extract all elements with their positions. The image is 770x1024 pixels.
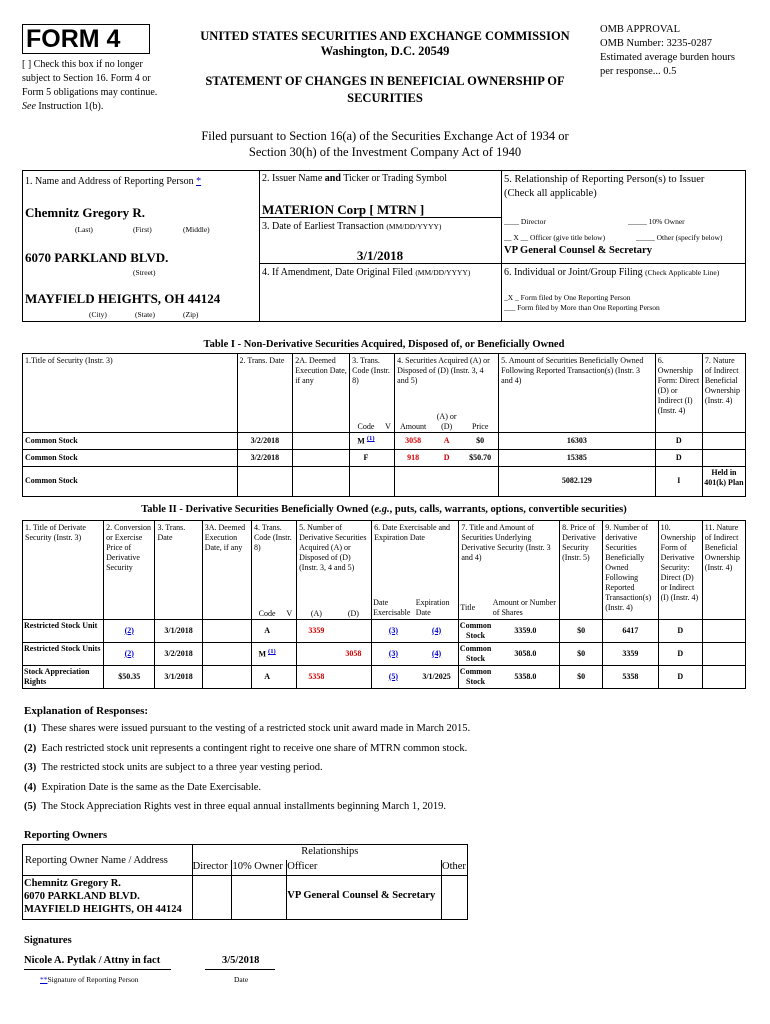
t2-r0-uamt: 3359.0: [492, 619, 560, 642]
t2-r1-d: 3058: [336, 642, 372, 665]
t2-r1-uamt: 3058.0: [492, 642, 560, 665]
signature-label-text: Signature of Reporting Person: [47, 975, 139, 984]
t2-r0-conv-link[interactable]: (2): [124, 625, 134, 635]
t2-r1-exp-cell: [415, 642, 459, 665]
other-check: _____ Other (specify below): [636, 233, 723, 242]
t1-r1-amount: 918: [407, 452, 420, 462]
instruction-text: Instruction 1(b).: [38, 101, 104, 112]
owners-col-oth: Other: [442, 860, 466, 872]
box5-label-text: 5. Relationship of Reporting Person(s) to Issuer: [504, 174, 705, 185]
t2-r2-code: A: [264, 671, 270, 681]
date-line: [205, 969, 275, 970]
owners-row: [23, 876, 468, 920]
box-3: [260, 218, 502, 264]
box-4: [260, 264, 502, 322]
t2-r2-v: [282, 665, 296, 688]
t1-r2-amount: [395, 466, 431, 496]
box2-label-a: 2. Issuer Name: [262, 173, 323, 184]
t1-r1-date: 3/2/2018: [237, 449, 293, 466]
t1-r0-footnote-link[interactable]: (1): [366, 435, 375, 443]
t2-h9: 9. Number of derivative Securities Beneficially Owned Following Reported Transaction(s) (Instr. 4): [603, 521, 658, 620]
t1-r1-deemed: [293, 449, 350, 466]
owners-city: MAYFIELD HEIGHTS, OH 44124: [24, 904, 182, 915]
explanation-text: These shares were issued pursuant to the vesting of a restricted stock unit award made in March 2015.: [41, 723, 471, 734]
t2-r2-utitle: Common Stock: [459, 666, 492, 686]
explanation-title: Explanation of Responses:: [24, 705, 149, 717]
explanation-text: Expiration Date is the same as the Date Exercisable.: [41, 781, 262, 793]
owners-col-name: Reporting Owner Name / Address: [23, 845, 193, 876]
city-label: (City): [89, 310, 107, 319]
box5-label: [504, 173, 704, 201]
reporter-street: 6070 PARKLAND BLVD.: [25, 250, 169, 265]
checkbox-text: [ ] Check this box if no longer subject to Section 16. Form 4 or Form 5 obligations may continue.: [22, 59, 158, 98]
t1-r0-price: $0: [462, 432, 498, 449]
owners-title: Reporting Owners: [24, 830, 108, 841]
table2: [22, 520, 746, 689]
ten-pct-check: _____ 10% Owner: [628, 217, 685, 226]
t2-r1-v: [282, 642, 296, 665]
t2-sub-blank2: [104, 597, 155, 620]
t1-r0-code-cell: [350, 432, 382, 449]
more-person-check: ___ Form filed by More than One Reporting Person: [504, 303, 660, 312]
explanation-num: (2): [24, 742, 37, 754]
t2-h1: 1. Title of Derivate Security (Instr. 3): [23, 521, 104, 597]
owners-officer-val: VP General Counsel & Secretary: [287, 876, 442, 920]
table1-title: Table I - Non-Derivative Securities Acquired, Disposed of, or Beneficially Owned: [203, 339, 565, 350]
box3-date-fmt: (MM/DD/YYYY): [386, 222, 442, 231]
owners-table: [22, 844, 468, 920]
explanation-num: (4): [24, 781, 37, 793]
t2-r1-conv-cell: [104, 642, 155, 665]
box5-label-text2: (Check all applicable): [504, 188, 597, 199]
t2-r0-owned: 6417: [603, 619, 658, 642]
t2-r1-deemed: [202, 642, 251, 665]
t2-r0-price: $0: [560, 619, 603, 642]
t2-sub-d: (D): [336, 597, 372, 620]
t1-r1-price: $50.70: [462, 449, 498, 466]
state-label: (State): [135, 310, 155, 319]
t2-r0-utitle: Common Stock: [459, 620, 492, 640]
t2-r1-code: M: [258, 649, 267, 659]
t2-h3: 3. Trans. Date: [155, 521, 202, 597]
last-label: (Last): [75, 225, 93, 234]
table1-row: [23, 466, 746, 496]
t1-r1-ad: D: [443, 452, 450, 462]
t1-sub-price: Price: [462, 412, 498, 433]
t2-r0-v: [282, 619, 296, 642]
t1-r1-owned: 15385: [499, 449, 656, 466]
t2-r1-owned: 3359: [603, 642, 658, 665]
t2-h8: 8. Price of Derivative Security (Instr. 5): [560, 521, 603, 620]
t2-r0-deemed: [202, 619, 251, 642]
t1-r0-amount: 3058: [405, 435, 422, 445]
t2-r2-a: 5358: [308, 671, 325, 681]
t2-r2-exp: 3/1/2025: [415, 665, 459, 688]
box2-label-and: and: [324, 173, 341, 184]
t2-r2-price: $0: [560, 665, 603, 688]
table2-title-eg: e.g.: [374, 504, 390, 515]
agency-city: Washington, D.C. 20549: [320, 44, 450, 58]
owners-col-ten: 10% Owner: [232, 860, 287, 876]
explanation-num: (3): [24, 762, 37, 773]
explanation-num: (1): [24, 723, 37, 734]
box1-label-text: 1. Name and Address of Reporting Person: [25, 176, 194, 187]
t1-sub-ad: (A) or (D): [436, 411, 457, 431]
reporter-city: MAYFIELD HEIGHTS, OH 44124: [25, 291, 221, 306]
t2-r0-d: [336, 619, 372, 642]
box4-label-text: 4. If Amendment, Date Original Filed: [262, 267, 413, 278]
t1-r2-nature: Held in 401(k) Plan: [704, 467, 744, 487]
explanation-num: (5): [24, 801, 37, 812]
t1-r0-deemed: [293, 432, 350, 449]
t2-h7: 7. Title and Amount of Securities Underlying Derivative Security (Instr. 3 and 4): [459, 521, 560, 597]
box-6: [502, 264, 746, 322]
owners-ten-val: [232, 876, 287, 920]
table2-row: [23, 619, 746, 642]
t2-r2-deemed: [202, 665, 251, 688]
t1-r1-form: D: [655, 449, 702, 466]
t2-sub-amt: Amount or Number of Shares: [492, 597, 560, 620]
zip-label: (Zip): [183, 310, 199, 319]
t2-r2-form: D: [658, 665, 702, 688]
t2-r1-de-link[interactable]: (3): [388, 648, 399, 658]
explanation-item: [24, 743, 746, 763]
t1-r0-date: 3/2/2018: [237, 432, 293, 449]
t2-r0-de-link[interactable]: (3): [388, 625, 399, 635]
box1-label: [25, 176, 201, 187]
statement-title: STATEMENT OF CHANGES IN BENEFICIAL OWNERSHIP OF SECURITIES: [205, 74, 565, 105]
table2-title: [22, 504, 746, 515]
t2-r2-conv: $50.35: [104, 665, 155, 688]
t2-h11: 11. Nature of Indirect Beneficial Ownership (Instr. 4): [704, 523, 740, 572]
t1-h3: 3. Trans. Code (Instr. 8): [350, 354, 395, 412]
t2-sub-a: (A): [310, 608, 322, 618]
reporter-name: Chemnitz Gregory R.: [25, 205, 145, 220]
t2-r2-title: Stock Appreciation Rights: [23, 665, 104, 688]
signature-date: 3/5/2018: [222, 955, 260, 966]
table2-row: [23, 665, 746, 688]
t1-sub-blank2: [237, 412, 293, 433]
t2-sub-exp: Expiration Date: [415, 597, 459, 620]
t1-sub-amount: Amount: [400, 421, 427, 431]
t2-r1-de-cell: [372, 642, 415, 665]
form-title-box: [22, 24, 150, 54]
t1-r2-form: I: [655, 466, 702, 496]
box3-label-text: 3. Date of Earliest Transaction: [262, 221, 384, 232]
t2-r0-de-cell: [372, 619, 415, 642]
street-label: (Street): [133, 268, 156, 277]
table2-title-b: , puts, calls, warrants, options, convertible securities): [389, 504, 627, 515]
t1-r1-title: Common Stock: [23, 449, 238, 466]
t2-r2-de-link[interactable]: (5): [388, 671, 399, 681]
t1-sub-code: Code: [357, 421, 375, 431]
t1-sub-v: V: [382, 412, 395, 433]
t1-r0-v: [382, 432, 395, 449]
table1: [22, 353, 746, 497]
box4-date-fmt: (MM/DD/YYYY): [415, 268, 471, 277]
omb-number: OMB Number: 3235-0287: [600, 38, 712, 49]
t2-sub-title: Title: [460, 602, 476, 612]
t1-sub-blank3: [293, 412, 350, 433]
box-1: [22, 170, 260, 322]
signer-name: Nicole A. Pytlak / Attny in fact: [24, 955, 161, 966]
t1-h2: 2. Trans. Date: [237, 354, 293, 412]
box-5: [502, 170, 746, 264]
t1-sub-blank4: [499, 412, 656, 433]
form-title: FORM 4: [26, 25, 121, 53]
t2-r0-exp-cell: [415, 619, 459, 642]
t1-h7: 7. Nature of Indirect Beneficial Ownership (Instr. 4): [704, 356, 741, 405]
explanation-list: [24, 723, 746, 821]
omb-box: [600, 23, 745, 79]
see-text: See: [22, 101, 36, 112]
explanation-item: [24, 723, 746, 743]
owners-col-off: Officer: [287, 860, 442, 876]
owners-name-cell: [23, 876, 193, 920]
t1-r2-code: [350, 466, 382, 496]
earliest-date: 3/1/2018: [356, 248, 404, 263]
t1-h6: 6. Ownership Form: Direct (D) or Indirect (I) (Instr. 4): [655, 354, 702, 433]
t1-h2a: 2A. Deemed Execution Date, if any: [293, 354, 350, 412]
t2-r1-date: 3/2/2018: [155, 642, 202, 665]
t2-r1-title: Restricted Stock Units: [23, 642, 104, 665]
owners-name: Chemnitz Gregory R.: [24, 878, 121, 889]
box6-note: (Check Applicable Line): [645, 268, 720, 277]
t1-h4: 4. Securities Acquired (A) or Disposed of (D) (Instr. 3, 4 and 5): [395, 354, 499, 412]
t2-h2: 2. Conversion or Exercise Price of Derivative Security: [104, 521, 155, 597]
t2-r2-uamt: 5358.0: [492, 665, 560, 688]
explanation-item: [24, 762, 746, 782]
t1-r2-owned: 5082.129: [499, 466, 656, 496]
t2-r0-nature: [702, 619, 745, 642]
t1-h1: 1.Title of Security (Instr. 3): [23, 354, 238, 412]
t2-r0-code: A: [264, 625, 270, 635]
box-2: [260, 170, 502, 218]
t1-r0-nature: [702, 432, 745, 449]
t2-r0-form: D: [658, 619, 702, 642]
t2-r1-code-cell: [251, 642, 282, 665]
t2-r1-code-footnote-link[interactable]: (1): [268, 648, 276, 656]
t2-h3a: 3A. Deemed Execution Date, if any: [202, 521, 251, 597]
filed-pursuant: [100, 128, 670, 160]
t1-h5: 5. Amount of Securities Beneficially Owned Following Reported Transaction(s) (Instr. 3 and 4): [499, 354, 656, 412]
box6-label-text: 6. Individual or Joint/Group Filing: [504, 267, 643, 278]
checkbox-notice: [22, 58, 170, 114]
signature-stars-link[interactable]: **: [40, 975, 48, 984]
t1-r2-price: [462, 466, 498, 496]
box2-label: [262, 173, 447, 184]
director-check: ____ Director: [504, 217, 546, 226]
t2-r1-exp-link[interactable]: (4): [431, 648, 442, 658]
t2-r0-title: Restricted Stock Unit: [23, 619, 104, 642]
owners-street: 6070 PARKLAND BLVD.: [24, 891, 140, 902]
t2-sub-de: Date Exercisable: [373, 597, 411, 617]
box3-label: [262, 221, 441, 232]
table1-row: [23, 432, 746, 449]
explanation-item: [24, 782, 746, 802]
owners-oth-val: [442, 876, 468, 920]
owners-dir-val: [192, 876, 232, 920]
omb-title: OMB APPROVAL: [600, 24, 681, 35]
t1-r2-v: [382, 466, 395, 496]
issuer-name: MATERION Corp [ MTRN ]: [262, 202, 425, 217]
t1-r1-nature: [702, 449, 745, 466]
filed-pursuant-line1: Filed pursuant to Section 16(a) of the Securities Exchange Act of 1934 or: [201, 129, 569, 143]
agency-name: UNITED STATES SECURITIES AND EXCHANGE COMMISSION: [200, 29, 570, 43]
t1-r2-date: [237, 466, 293, 496]
first-label: (First): [133, 225, 152, 234]
table2-row: [23, 642, 746, 665]
t2-r2-de-cell: [372, 665, 415, 688]
one-person-check: _X _ Form filed by One Reporting Person: [504, 293, 631, 302]
t2-sub-code: Code: [258, 608, 276, 618]
box6-label: [504, 267, 719, 278]
t1-r1-code: F: [363, 452, 369, 462]
t2-r2-d: [336, 665, 372, 688]
filed-pursuant-line2: Section 30(h) of the Investment Company Act of 1940: [248, 145, 522, 159]
t2-sub-blank1: [23, 597, 104, 620]
t2-r1-form: D: [658, 642, 702, 665]
t2-sub-v: V: [282, 597, 296, 620]
t1-r0-ad: A: [443, 435, 450, 445]
omb-burden: Estimated average burden hours per response... 0.5: [600, 52, 735, 77]
explanation-text: The restricted stock units are subject to a three year vesting period.: [41, 762, 323, 773]
t2-r1-nature: [702, 642, 745, 665]
t1-r2-ad: [431, 466, 462, 496]
officer-title: VP General Counsel & Secretary: [504, 245, 652, 256]
table2-title-a: Table II - Derivative Securities Beneficially Owned (: [141, 504, 375, 515]
t2-h10: 10. Ownership Form of Derivative Security: Direct (D) or Indirect (I) (Instr. 4): [658, 521, 702, 620]
t1-r2-deemed: [293, 466, 350, 496]
signatures-title: Signatures: [24, 935, 72, 946]
box4-label: [262, 267, 470, 278]
signature-label: [40, 975, 139, 984]
t2-r2-date: 3/1/2018: [155, 665, 202, 688]
t2-r1-price: $0: [560, 642, 603, 665]
explanation-text: The Stock Appreciation Rights vest in three equal annual installments beginning March 1, 2019.: [41, 801, 446, 812]
t2-h5: 5. Number of Derivative Securities Acquired (A) or Disposed of (D) (Instr. 3, 4 and 5): [297, 521, 372, 597]
t2-h4: 4. Trans. Code (Instr. 8): [251, 521, 296, 597]
t2-r0-conv-cell: [104, 619, 155, 642]
owners-col-rel: Relationships: [301, 846, 359, 857]
box2-label-b: Ticker or Trading Symbol: [343, 173, 448, 184]
t1-r0-owned: 16303: [499, 432, 656, 449]
t1-r0-code: M: [357, 436, 365, 446]
t1-r2-title: Common Stock: [23, 466, 238, 496]
t2-r1-utitle: Common Stock: [459, 643, 492, 663]
t2-r1-conv-link[interactable]: (2): [124, 648, 134, 658]
officer-check: __ X __ Officer (give title below): [504, 233, 606, 242]
t1-r0-title: Common Stock: [23, 432, 238, 449]
t2-r0-exp-link[interactable]: (4): [431, 625, 442, 635]
t1-r0-form: D: [655, 432, 702, 449]
middle-label: (Middle): [183, 225, 210, 234]
signature-line: [24, 969, 171, 970]
owners-col-dir: Director: [192, 860, 232, 876]
t2-r1-a: [297, 642, 336, 665]
box1-star-link[interactable]: *: [196, 176, 202, 187]
t2-r0-a: 3359: [308, 625, 325, 635]
explanation-text: Each restricted stock unit represents a contingent right to receive one share of MTRN common stock.: [41, 742, 468, 754]
explanation-item: [24, 801, 746, 821]
table1-row: [23, 449, 746, 466]
t1-sub-blank1: [23, 412, 238, 433]
t2-r0-date: 3/1/2018: [155, 619, 202, 642]
t2-sub-blank3: [155, 597, 202, 620]
t2-r2-owned: 5358: [603, 665, 658, 688]
date-label: Date: [234, 975, 249, 984]
t2-sub-blank4: [202, 597, 251, 620]
t1-r1-v: [382, 449, 395, 466]
t2-r2-nature: [702, 665, 745, 688]
t2-h6: 6. Date Exercisable and Expiration Date: [372, 521, 459, 597]
